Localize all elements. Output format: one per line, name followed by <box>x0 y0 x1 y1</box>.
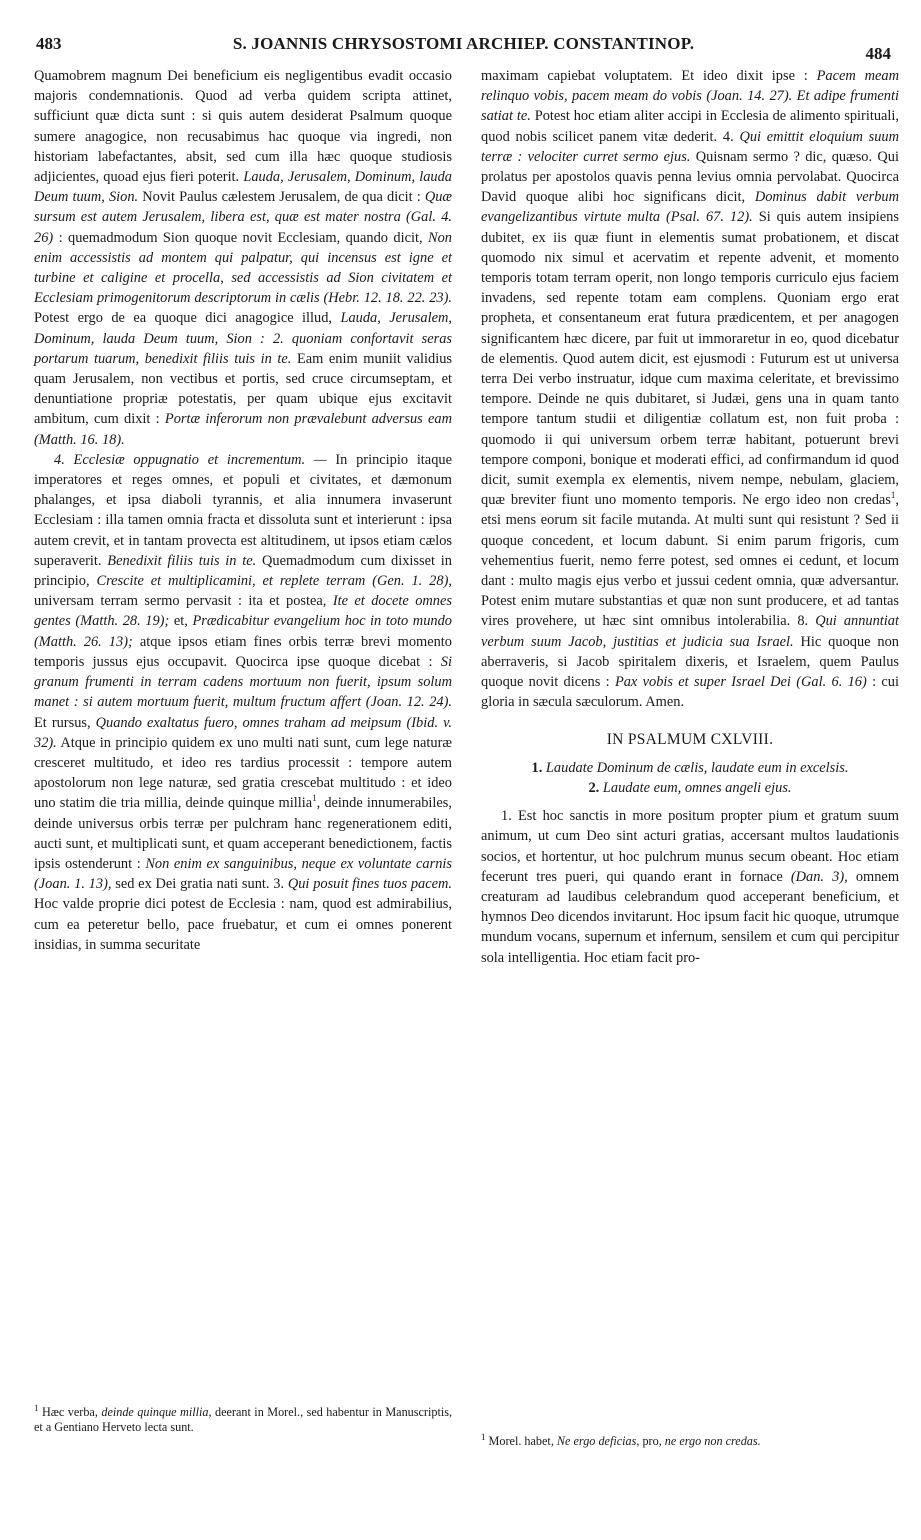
scripture-quote: Qui annuntiat verbum suum Jacob, justitias et judicia sua Israel. <box>481 613 899 650</box>
scripture-quote: Lauda, Jerusalem, Dominum, lauda Deum tuum, Sion : 2. quoniam confortavit seras portarum tuarum, benedixit filiis tuis in te. <box>34 310 452 367</box>
scripture-reference: (Matth. 28. 19); <box>75 613 170 630</box>
scripture-quote: Lauda, Jerusalem, Dominum, lauda Deum tuum, Sion. <box>34 169 452 206</box>
scripture-quote: Non enim accessistis ad montem qui palpatur, qui incensus est igne et turbine et caligine et procella, sed accessistis ad Sion civitatem et Ecclesiam primogenitorum descriptorum in cælis <box>34 229 452 307</box>
paragraph: Quamobrem magnum Dei beneficium eis negligentibus evadit occasio majoris condemnationis. Quod ad verba quidem scripta attinet, sufficiunt quæ dicta sunt : si quis autem desiderat Psalmum quoque sumere anagogice, non recusabimus hac quoque via ingredi, non historiam labefactantes, absit, sed cum illa hæc quoque studiosis adjicientes, quoad ejus fieri poterit. Lauda, Jerusalem, Dominum, lauda Deum tuum, Sion. Novit Paulus cælestem Jerusalem, de qua dicit : Quæ sursum est autem Jerusalem, libera est, quæ est mater nostra (Gal. 4. 26) : quemadmodum Sion quoque novit Ecclesiam, quando dicit, Non enim accessistis ad montem qui palpatur, qui incensus est igne et turbine et caligine et procella, sed accessistis ad Sion civitatem et Ecclesiam primogenitorum descriptorum in cælis (Hebr. 12. 18. 22. 23). Potest ergo de ea quoque dici anagogice illud, Lauda, Jerusalem, Dominum, lauda Deum tuum, Sion : 2. quoniam confortavit seras portarum tuarum, benedixit filiis tuis in te. Eam enim muniit validius quam Jerusalem, non vectibus et portis, sed cruce circumseptam, et denuntiatione propriæ potestatis, per quam ubique ejus excitavit ambitum, cum dixit : Portæ inferorum non prævalebunt adversus eam (Matth. 16. 18). <box>34 68 452 448</box>
scripture-quote: Crescite et multiplicamini, et replete terram <box>96 573 366 590</box>
scripture-reference: (Matth. 16. 18). <box>34 431 125 448</box>
footnote-left: $^1$ Hæc verba, deinde quinque millia, deerant in Morel., sed habentur in Manuscriptis, et a Gentiano Herveto lecta sunt. <box>34 1402 453 1434</box>
paragraph: 4. Ecclesiæ oppugnatio et incrementum. — In principio itaque imperatores et reges omnes, et populi et civitates, et dæmonum phalanges, et ipsa diaboli tyrannis, et alia innumera invaserunt Ecclesiam : illa tamen omnia fracta et dissoluta sunt et interierunt : ipsa autem crevit, et in tantam provecta est altitudinem, ut ipsos etiam cælos superaverit. Benedixit filiis tuis in te. Quemadmodum cum dixisset in principio, Crescite et multiplicamini, et replete terram (Gen. 1. 28), universam terram sermo pervasit : ita et postea, Ite et docete omnes gentes (Matth. 28. 19); et, Prædicabitur evangelium hoc in toto mundo (Matth. 26. 13); atque ipsos etiam fines orbis terræ brevi momento temporis jussus ejus occupavit. Quocirca ipse quoque dicebat : Si granum frumenti in terram cadens mortuum non fuerit, ipsum solum manet : si autem mortuum fuerit, multum fructum affert (Joan. 12. 24). Et rursus, Quando exaltatus fuero, omnes traham ad meipsum (Ibid. v. 32). Atque in principio quidem ex uno multi nati sunt, cum lege naturæ cresceret multitudo, et ideo res tardius processit : tempore autem apostolorum non lege naturæ, sed gratia crescebat multitudo : et ideo uno statim die tria millia, deinde quinque millia$^1$, deinde innumerabiles, deinde universus orbis terræ per pulchram hanc regenerationem editi, aucti sunt, et multiplicati sunt, et quam acceperant benedictionem, factis ipsis ostenderunt : Non enim ex sanguinibus, neque ex voluntate carnis (Joan. 1. 13), sed ex Dei gratia nati sunt. 3. Qui posuit fines tuos pacem. Hoc valde proprie dici potest de Ecclesia : nam, quod est admirabilius, cum ea peteretur bello, pace fruebatur, et cum ei omnes ponerent insidias, in summa securitate <box>34 451 453 953</box>
scripture-reference: (Gal. 6. 16) <box>796 674 867 691</box>
paragraph: 1. Est hoc sanctis in more positum propter pium et gratum suum animum, ut cum Deo sint acturi gratias, accersant multos laudationis socios, et hortentur, ut hoc pulchrum munus secum obeant. Hoc etiam fecerunt tres pueri, qui quando erant in fornace (Dan. 3), omnem creaturam ad laudibus celebrandum quod acceperant beneficium, et hymnos Deo dicendos invitarunt. Hoc ipsum facit hic quoque, utrumque mundum vocans, supernum et infernum, sensilem et cum qui percipitur sola intelligentia. Hoc etiam facit pro- <box>481 808 900 966</box>
scripture-quote: Pax vobis et super Israel Dei <box>614 674 791 691</box>
psalm-verse: 2. Laudate eum, omnes angeli ejus. <box>588 779 792 796</box>
footnote-marker[interactable]: 1 <box>890 490 896 501</box>
page-number-left: 483 <box>36 34 62 53</box>
right-column <box>481 66 899 1422</box>
scripture-quote: Dominus dabit verbum evangelizantibus virtute multa <box>481 189 899 226</box>
scripture-reference: (Ibid. v. 32). <box>34 714 452 751</box>
scripture-quote: Benedixit filiis tuis in te. <box>107 552 257 569</box>
scripture-reference: (Joan. 12. 24). <box>365 694 453 711</box>
scripture-quote: Quæ sursum est autem Jerusalem, libera est, quæ est mater nostra <box>34 189 452 226</box>
running-title: S. JOANNIS CHRYSOSTOMI ARCHIEP. CONSTANTINOP. <box>232 34 695 53</box>
left-column <box>34 66 452 1426</box>
scripture-quote: Pacem meam relinquo vobis, pacem meam do vobis <box>481 68 899 105</box>
scripture-reference: (Dan. 3), <box>790 868 848 885</box>
scripture-reference: (Joan. 14. 27). <box>706 88 793 105</box>
scripture-reference: (Hebr. 12. 18. 22. 23). <box>323 290 452 307</box>
scripture-reference: (Joan. 1. 13), <box>34 876 112 893</box>
scripture-quote: Qui emittit eloquium suum terræ : velociter curret sermo ejus. <box>481 128 899 165</box>
footnote-right: $^1$ Morel. habet, Ne ergo deficias, pro, ne ergo non credas. <box>481 1431 761 1448</box>
scripture-reference: (Gal. 4. 26) <box>34 209 452 246</box>
psalm-heading: IN PSALMUM CXLVIII. <box>606 730 774 748</box>
footnote-number: 1 <box>481 1431 486 1442</box>
scripture-quote: Portæ inferorum non prævalebunt adversus eam <box>164 411 452 428</box>
scripture-reference: (Gen. 1. 28), <box>372 573 452 590</box>
running-head <box>36 34 891 64</box>
psalm-verse: 1. Laudate Dominum de cælis, laudate eum in excelsis. <box>531 759 849 776</box>
scripture-reference: (Matth. 26. 13); <box>34 633 133 650</box>
scripture-quote: Quando exaltatus fuero, omnes traham ad meipsum <box>95 714 402 731</box>
page-number-right: 484 <box>865 44 891 63</box>
scripture-quote: Ite et docete omnes gentes <box>34 593 452 630</box>
scripture-quote: Si granum frumenti in terram cadens mortuum non fuerit, ipsum solum manet : si autem mortuum fuerit, multum fructum affert <box>34 653 452 711</box>
scripture-quote: Et adipe frumenti satiat te. <box>481 88 899 125</box>
footnote-marker[interactable]: 1 <box>312 793 317 804</box>
scripture-quote: Prædicabitur evangelium hoc in toto mundo <box>192 613 452 630</box>
paragraph: maximam capiebat voluptatem. Et ideo dixit ipse : Pacem meam relinquo vobis, pacem meam do vobis (Joan. 14. 27). Et adipe frumenti satiat te. Potest hoc etiam aliter accipi in Ecclesia de alimento spirituali, quod nobis scilicet panem vitæ dederit. 4. Qui emittit eloquium suum terræ : velociter curret sermo ejus. Quisnam sermo ? dic, quæso. Qui prolatus per apostolos quavis penna levius omnia pervolabat. Quocirca David quoque alibi hoc significans dicit, Dominus dabit verbum evangelizantibus virtute multa (Psal. 67. 12). Si quis autem insipiens dubitet, ex iis quæ fiunt in elementis sumat probationem, et discat quomodo nix simul et acervatim et repente advenit, et momento temporis totam terram operit, non longo temporis curriculo ejus faciem invadens, sed repente totam eam complens. Quoniam ergo erat propheta, et consentaneum erat futura prædicentem, et per anagogen significantem hæc dicere, par fuit ut immoraretur in eo, quod dicebatur de elementis. Quod autem dicit, est ejusmodi : Futurum est ut universa terra Dei verbo instruatur, idque cum maxima celeritate, et brevissimo tempore. Deinde ne quis dubitaret, si Judæi, gens una in quam tanto tempore tantum studii et diligentiæ collatum est, non fuit proba : quomodo ii qui universum orbem terræ habitant, potuerunt brevi tempore componi, bonique et moderati effici, ad confirmandum id quod dicit, sumit exempla ex elementis, nivem nempe, nebulam, glaciem, quæ breviter fiunt uno momento temporis. Ne ergo ideo non credas$^1$, etsi mens eorum sit facile mutanda. At multi sunt qui resistunt ? Sed ii quoque concedent, et locum dabunt. Si enim parum frigoris, cum vehementius fuerit, nemo ferre potest, sed omnes ei cedunt, et locum dant : multo magis ejus verbo et jussui cedent omnia, quæ adversantur. Potest enim mutare substantias et quæ non sunt producere, et ad tantas vires provehere, ut hæc sint omnibus intolerabilia. 8. Qui annuntiat verbum suum Jacob, justitias et judicia sua Israel. Hic quoque non aberraveris, si Jacob spiritalem dixeris, et Israelem, quem Paulus quoque novit dicens : Pax vobis et super Israel Dei (Gal. 6. 16) : cui gloria in sæcula sæculorum. Amen. <box>481 68 899 711</box>
scripture-quote: Qui posuit fines tuos pacem. <box>287 876 452 893</box>
scripture-reference: (Psal. 67. 12). <box>666 209 753 226</box>
footnote-number: 1 <box>34 1402 39 1413</box>
section-title: 4. Ecclesiæ oppugnatio et incrementum. — <box>54 451 327 468</box>
scripture-quote: Non enim ex sanguinibus, neque ex voluntate carnis <box>145 855 452 872</box>
